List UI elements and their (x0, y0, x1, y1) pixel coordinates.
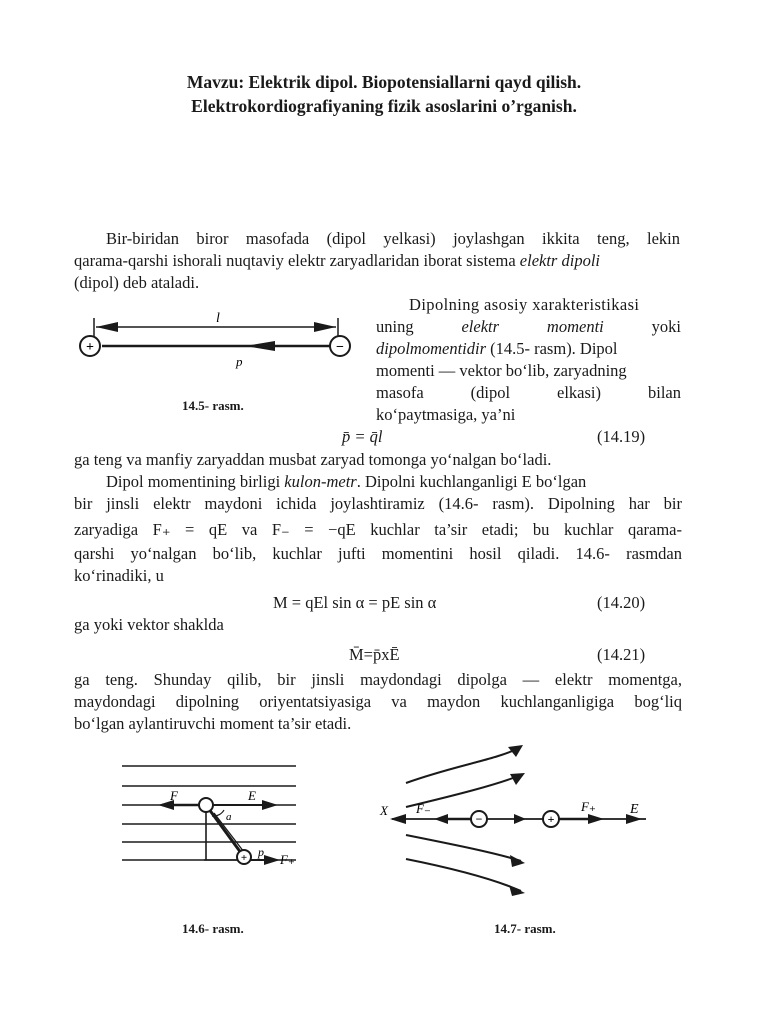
equation-number-14-20: (14.20) (597, 593, 646, 612)
para2-line-4: momenti — vektor bo‘lib, zaryadning (376, 361, 627, 380)
para3-line-6: ko‘rinadiki, u (74, 566, 164, 585)
para5-line-2: maydondagi dipolning oriyentatsiyasiga va maydon kuchlanganligiga bog‘liq (74, 692, 682, 711)
equation-14-20: M = qEl sin α = pE sin α (273, 593, 437, 612)
para2-line-5: masofa (dipol elkasi) bilan (376, 383, 681, 402)
para2-line-6: ko‘paytmasiga, ya’ni (376, 405, 516, 424)
para3-line-2: Dipol momentining birligi kulon-metr. Dipolni kuchlanganligi E bo‘lgan (106, 472, 587, 491)
page-title-line-1: Mavzu: Elektrik dipol. Biopotensiallarni qayd qilish. (186, 72, 582, 92)
svg-text:+: + (240, 852, 248, 864)
fig146-label-E: E (248, 788, 256, 803)
para5-line-3: bo‘lgan aylantiruvchi moment ta’sir etadi. (74, 714, 352, 733)
figure-14-7-caption: 14.7- rasm. (494, 921, 556, 936)
fig146-label-F: F (170, 788, 178, 803)
fig147-label-Fminus: F₋ (416, 801, 431, 816)
para3-line-1: ga teng va manfiy zaryaddan musbat zaryad tomonga yo‘nalgan bo‘ladi. (74, 450, 552, 469)
fig145-label-p: p (236, 354, 243, 369)
fig147-minus: − (475, 812, 483, 826)
equation-14-21: M̄=p̄xĒ (349, 645, 400, 664)
para3-line-5: qarshi yo‘nalgan bo‘lib, kuchlar jufti momentini hosil qiladi. 14.6- rasmdan (74, 544, 682, 563)
fig146-label-p: p (258, 845, 264, 859)
fig145-label-l: l (216, 311, 220, 326)
fig145-plus: + (86, 340, 94, 355)
figure-14-6-caption: 14.6- rasm. (182, 921, 244, 936)
para1-line-2: qarama-qarshi ishorali nuqtaviy elektr zaryadlaridan iborat sistema elektr dipoli (74, 251, 600, 270)
fig147-label-E: E (630, 802, 639, 817)
para1-line-3: (dipol) deb ataladi. (74, 273, 200, 292)
para4-line-1: ga yoki vektor shaklda (74, 615, 224, 634)
page-title-line-2: Elektrokordiografiyaning fizik asoslarini o’rganish. (191, 96, 577, 116)
para2-line-2: uning elektr momenti yoki (376, 317, 681, 336)
figure-14-7-dipole-nonuniform-field (376, 745, 656, 895)
equation-14-19: p̄ = q̄l (342, 427, 383, 446)
figure-14-6-dipole-in-field (118, 760, 318, 880)
fig146-label-a: a (226, 811, 232, 823)
para3-line-4: zaryadiga F₊ = qE va F₋ = −qE kuchlar ta’sir etadi; bu kuchlar qarama- (74, 520, 682, 539)
fig146-label-Fplus: F₊ (280, 852, 295, 867)
figure-14-5-dipole (70, 310, 360, 370)
equation-number-14-21: (14.21) (597, 645, 646, 664)
figure-14-5-caption: 14.5- rasm. (182, 398, 244, 413)
fig147-plus: + (547, 812, 555, 826)
para5-line-1: ga teng. Shunday qilib, bir jinsli maydondagi dipolga — elektr momentga, (74, 670, 682, 689)
equation-number-14-19: (14.19) (597, 427, 646, 446)
para3-line-3: bir jinsli elektr maydoni ichida joylashtiramiz (14.6- rasm). Dipolning har bir (74, 494, 682, 513)
fig145-minus: − (336, 340, 344, 355)
fig147-label-Fplus: F₊ (581, 799, 596, 814)
para2-line-3: dipolmomentidir (14.5- rasm). Dipol (376, 339, 618, 358)
para1-line-1: Bir-biridan biror masofada (dipol yelkasi) joylashgan ikkita teng, lekin (106, 229, 680, 248)
para2-line-1: Dipolning asosiy xarakteristikasi (409, 295, 640, 314)
fig147-label-X: X (380, 803, 388, 818)
